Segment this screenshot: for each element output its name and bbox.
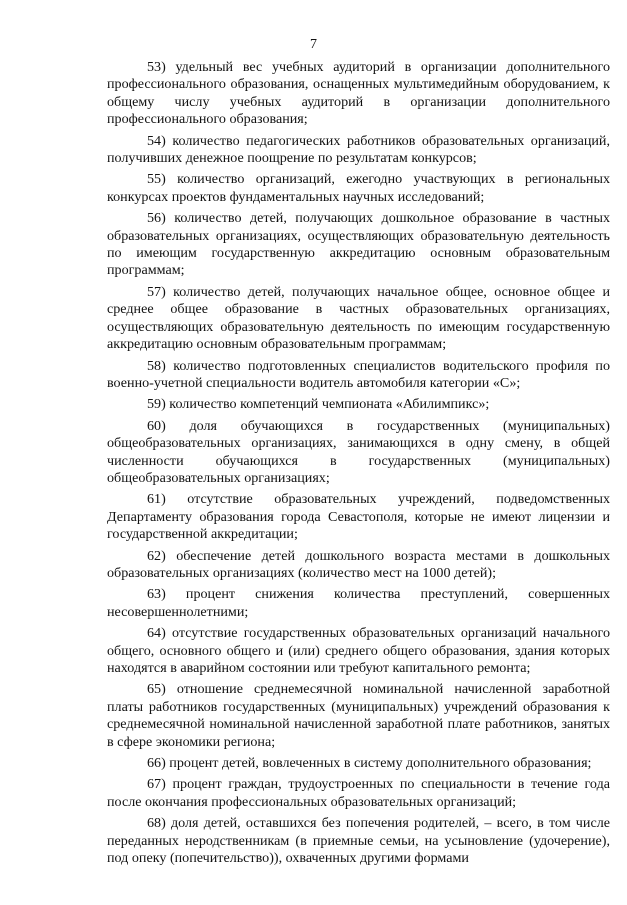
list-item-53: 53) удельный вес учебных аудиторий в организации дополнительного профессионального образования, оснащенных мультимедийным оборудованием, к общему числу учебных аудиторий в организации дополнительного профессионального образования; (107, 59, 610, 128)
list-item-62: 62) обеспечение детей дошкольного возраста местами в дошкольных образовательных организациях (количество мест на 1000 детей); (107, 547, 610, 581)
list-item-66: 66) процент детей, вовлеченных в систему дополнительного образования; (147, 755, 592, 772)
list-item-68: 68) доля детей, оставшихся без попечения родителей, – всего, в том числе переданных неродственникам (в приемные семьи, на усыновление (удочерение), под опеку (попечительство)), охваченных другими формами (107, 815, 610, 867)
list-item-67: 67) процент граждан, трудоустроенных по специальности в течение года после окончания профессиональных образовательных организаций; (107, 776, 610, 810)
list-item-55: 55) количество организаций, ежегодно участвующих в региональных конкурсах проектов фундаментальных научных исследований; (107, 171, 610, 205)
list-item-61: 61) отсутствие образовательных учреждений, подведомственных Департаменту образования города Севастополя, которые не имеют лицензии и государственной аккредитации; (107, 491, 610, 543)
list-item-59: 59) количество компетенций чемпионата «Абилимпикс»; (147, 396, 490, 413)
list-item-64: 64) отсутствие государственных образовательных организаций начального общего, основного общего и (или) среднего общего образования, здания которых находятся в аварийном состоянии или требуют капитального ремонта; (107, 625, 610, 676)
list-item-57: 57) количество детей, получающих начальное общее, основное общее и среднее общее образование в частных образовательных организациях, осуществляющих образовательную деятельность по имеющим государственную аккредитацию основным образовательным программам; (107, 283, 610, 353)
list-item-65: 65) отношение среднемесячной номинальной начисленной заработной платы работников государственных (муниципальных) учреждений образования к среднемесячной номинальной начисленной заработной плате работников, занятых в сфере экономики региона; (107, 681, 610, 750)
list-item-58: 58) количество подготовленных специалистов водительского профиля по военно-учетной специальности водитель автомобиля категории «С»; (107, 357, 610, 391)
list-item-56: 56) количество детей, получающих дошкольное образование в частных образовательных организациях, осуществляющих образовательную деятельность по имеющим государственную аккредитацию основным образовательным программам; (107, 210, 610, 279)
document-body (107, 59, 610, 867)
list-item-60: 60) доля обучающихся в государственных (муниципальных) общеобразовательных организациях, занимающихся в одну смену, в общей численности обучающихся в государственных (муниципальных) общеобразовательных организациях; (107, 417, 610, 486)
page-number: 7 (310, 37, 317, 52)
list-item-63: 63) процент снижения количества преступлений, совершенных несовершеннолетними; (107, 586, 610, 620)
list-item-54: 54) количество педагогических работников образовательных организаций, получивших денежное поощрение по результатам конкурсов; (107, 132, 610, 167)
